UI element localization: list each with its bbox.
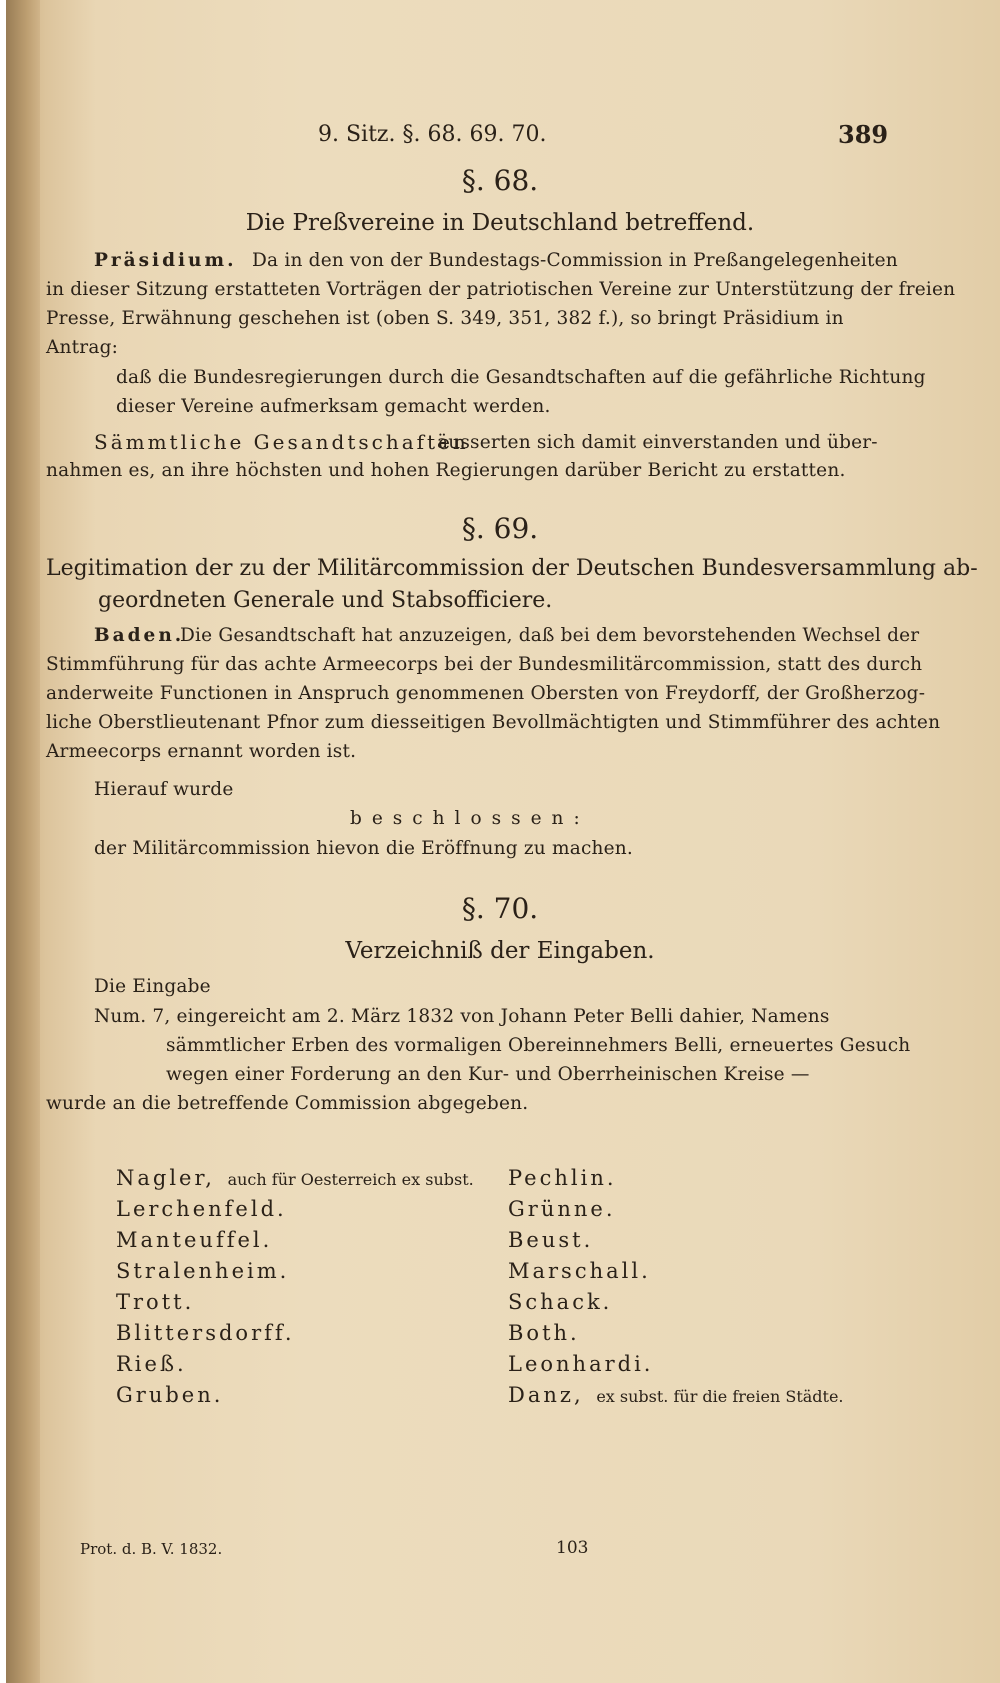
- s70-line-1: Num. 7, eingereicht am 2. März 1832 von Johann Peter Belli dahier, Namens: [94, 1006, 830, 1027]
- s69-title-2: geordneten Generale und Stabsofficiere.: [98, 588, 553, 613]
- signature-right-2: Grünne.: [508, 1197, 616, 1221]
- signature-left-1: [116, 1166, 474, 1190]
- s70-line-4: wurde an die betreffende Commission abgegeben.: [46, 1093, 529, 1114]
- s69-hierauf: Hierauf wurde: [94, 779, 234, 800]
- signature-left-7: Rieß.: [116, 1352, 187, 1376]
- signature-right-5: Schack.: [508, 1290, 613, 1314]
- s69-line-2: Stimmführung für das achte Armeecorps bei der Bundesmilitärcommission, statt des durch: [46, 654, 923, 675]
- s68-motion-2: dieser Vereine aufmerksam gemacht werden.: [116, 396, 551, 417]
- signature-right-4: Marschall.: [508, 1259, 651, 1283]
- signature-name: Danz,: [508, 1383, 584, 1407]
- s69-title-1: Legitimation der zu der Militärcommission der Deutschen Bundesversammlung ab-: [46, 556, 978, 581]
- s68-line-1: Da in den von der Bundestags-Commission in Preßangelegenheiten: [252, 250, 898, 271]
- signature-left-6: Blittersdorff.: [116, 1321, 295, 1345]
- signature-name: Nagler,: [116, 1166, 215, 1190]
- s69-line-4: liche Oberstlieutenant Pfnor zum diesseitigen Bevollmächtigten und Stimmführer des achten: [46, 712, 941, 733]
- s68-speaker: Präsidium.: [94, 250, 237, 271]
- section-68-title: Die Preßvereine in Deutschland betreffend.: [245, 210, 755, 236]
- section-70-heading: §. 70.: [461, 892, 539, 925]
- signature-note: ex subst. für die freien Städte.: [596, 1387, 844, 1406]
- s68-result-lead: Sämmtliche Gesandtschaften: [94, 430, 469, 454]
- signature-right-7: Leonhardi.: [508, 1352, 654, 1376]
- section-69-heading: §. 69.: [461, 512, 539, 545]
- signature-right-8: [508, 1383, 844, 1407]
- s68-motion-1: daß die Bundesregierungen durch die Gesandtschaften auf die gefährliche Richtung: [116, 367, 926, 388]
- section-68-heading: §. 68.: [461, 164, 539, 197]
- s70-line-2: sämmtlicher Erben des vormaligen Obereinnehmers Belli, erneuertes Gesuch: [166, 1035, 911, 1056]
- signature-right-6: Both.: [508, 1321, 580, 1345]
- running-head: 9. Sitz. §. 68. 69. 70.: [318, 122, 547, 147]
- s70-line-3: wegen einer Forderung an den Kur- und Oberrheinischen Kreise —: [166, 1064, 810, 1085]
- s69-line-1: Die Gesandtschaft hat anzuzeigen, daß bei dem bevorstehenden Wechsel der: [180, 625, 920, 646]
- page-number: 389: [838, 120, 889, 149]
- s68-result-2: nahmen es, an ihre höchsten und hohen Regierungen darüber Bericht zu erstatten.: [46, 460, 846, 481]
- s69-resolution: der Militärcommission hievon die Eröffnung zu machen.: [94, 838, 633, 859]
- printer-signature-mark: Prot. d. B. V. 1832.: [80, 1540, 223, 1558]
- signature-note: auch für Oesterreich ex subst.: [227, 1170, 474, 1189]
- section-70-title: Verzeichniß der Eingaben.: [345, 938, 655, 964]
- s69-speaker: Baden.: [94, 625, 185, 646]
- signature-left-4: Stralenheim.: [116, 1259, 290, 1283]
- s68-line-4: Antrag:: [46, 337, 119, 358]
- signature-left-3: Manteuffel.: [116, 1228, 273, 1252]
- s70-intro: Die Eingabe: [94, 976, 211, 997]
- s69-beschlossen: beschlossen:: [350, 808, 590, 829]
- signature-right-1: Pechlin.: [508, 1166, 617, 1190]
- signature-left-8: Gruben.: [116, 1383, 224, 1407]
- s69-line-3: anderweite Functionen in Anspruch genommenen Obersten von Freydorff, der Großherzog-: [46, 683, 926, 704]
- signature-right-3: Beust.: [508, 1228, 594, 1252]
- signature-left-5: Trott.: [116, 1290, 195, 1314]
- sheet-number: 103: [556, 1538, 589, 1558]
- s68-line-3: Presse, Erwähnung geschehen ist (oben S. 349, 351, 382 f.), so bringt Präsidium in: [46, 308, 844, 329]
- s68-result-1: äusserten sich damit einverstanden und über-: [437, 432, 878, 453]
- book-binding-shadow: [6, 0, 40, 1683]
- s68-line-2: in dieser Sitzung erstatteten Vorträgen der patriotischen Vereine zur Unterstützung der freien: [46, 279, 956, 300]
- signature-left-2: Lerchenfeld.: [116, 1197, 287, 1221]
- s69-line-5: Armeecorps ernannt worden ist.: [46, 741, 357, 762]
